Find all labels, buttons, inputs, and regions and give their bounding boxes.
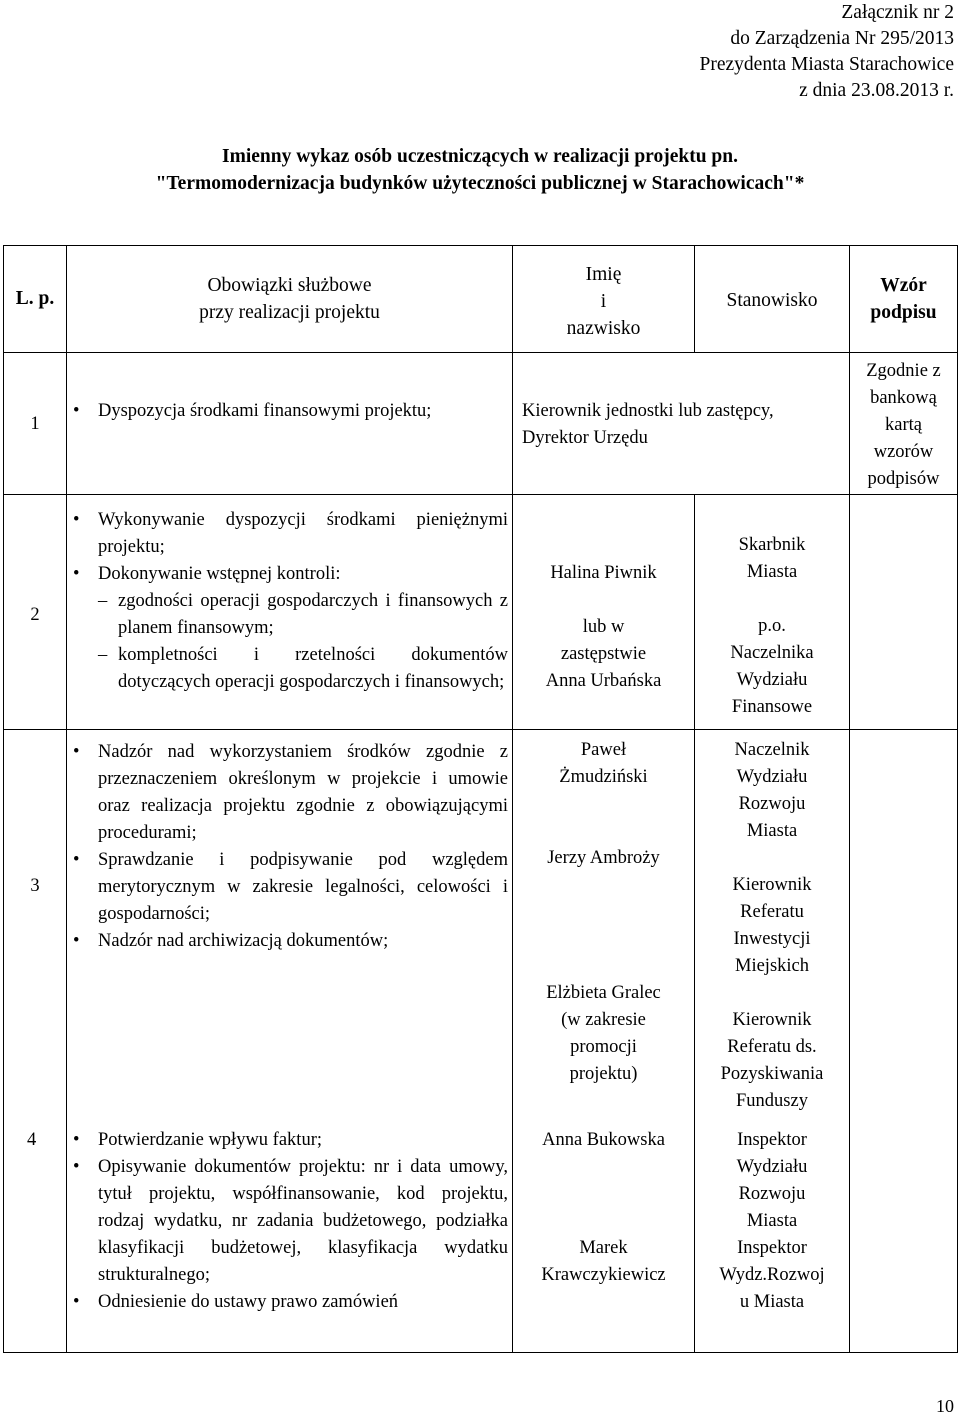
- list-item: • Nadzór nad wykorzystaniem środków zgodnie z przeznaczeniem określonym w projekcie i umowie oraz realizacja projektu zgodnie z obowiązującymi procedurami;: [68, 739, 508, 847]
- col-header-name: Imię i nazwisko: [566, 264, 641, 339]
- row-2-names: Halina Piwnik lub w zastępstwie Anna Urbańska: [545, 563, 662, 691]
- title-line: Imienny wykaz osób uczestniczących w realizacji projektu pn.: [222, 146, 738, 167]
- row-2-lp: 2: [30, 605, 40, 625]
- list-item: – zgodności operacji gospodarczych i finansowych z planem finansowym;: [68, 588, 508, 642]
- row-1-duties: [68, 398, 508, 425]
- list-item: • Opisywanie dokumentów projektu: nr i data umowy, tytuł projektu, współfinansowanie, kod projektu, rodzaj wydatku, nr zadania budżetowego, podziałka klasyfikacji budżetowej, klasyfikacja wydatku strukturalnego;: [68, 1154, 508, 1289]
- col-header-duties: Obowiązki służbowe przy realizacji projektu: [199, 275, 380, 323]
- row-4-lp: 4: [27, 1130, 37, 1150]
- col-header-lp: L. p.: [15, 288, 55, 309]
- list-item: • Dyspozycja środkami finansowymi projektu;: [68, 398, 508, 425]
- row-1-signature: Zgodnie z bankową kartą wzorów podpisów: [866, 361, 941, 489]
- row-1-name-position: Kierownik jednostki lub zastępcy, Dyrektor Urzędu: [522, 401, 774, 448]
- document-title: [0, 143, 960, 197]
- row-1-lp: 1: [30, 414, 40, 434]
- annex-header: [700, 0, 954, 104]
- title-line: "Termomodernizacja budynków użyteczności publicznej w Starachowicach"*: [155, 173, 805, 194]
- list-item: – kompletności i rzetelności dokumentów dotyczących operacji gospodarczych i finansowych;: [68, 642, 508, 696]
- row-4-duties: [68, 1127, 508, 1316]
- annex-line: Prezydenta Miasta Starachowice: [699, 54, 954, 75]
- list-item: • Wykonywanie dyspozycji środkami pieniężnymi projektu;: [68, 507, 508, 561]
- row-4-names: Anna Bukowska Marek Krawczykiewicz: [541, 1130, 666, 1285]
- row-3-names: Paweł Żmudziński Jerzy Ambroży Elżbieta Gralec (w zakresie promocji projektu): [546, 740, 661, 1084]
- row-2-duties: [68, 507, 508, 696]
- annex-line: Załącznik nr 2: [841, 2, 954, 23]
- list-item: • Dokonywanie wstępnej kontroli:: [68, 561, 508, 588]
- annex-line: z dnia 23.08.2013 r.: [799, 80, 954, 101]
- list-item: • Nadzór nad archiwizacją dokumentów;: [68, 928, 508, 955]
- row-4-positions: Inspektor Wydziału Rozwoju Miasta Inspektor Wydz.Rozwoj u Miasta: [719, 1130, 825, 1312]
- row-3-lp: 3: [30, 876, 40, 896]
- list-item: • Sprawdzanie i podpisywanie pod względem merytorycznym w zakresie legalności, celowości i gospodarności;: [68, 847, 508, 928]
- list-item: • Odniesienie do ustawy prawo zamówień: [68, 1289, 508, 1316]
- row-3-positions: Naczelnik Wydziału Rozwoju Miasta Kierownik Referatu Inwestycji Miejskich Kierownik Referatu ds. Pozyskiwania Funduszy: [720, 740, 824, 1111]
- row-2-positions: Skarbnik Miasta p.o. Naczelnika Wydziału Finansowe: [730, 535, 814, 717]
- annex-line: do Zarządzenia Nr 295/2013: [730, 28, 954, 49]
- page-number: 10: [936, 1396, 954, 1416]
- col-header-signature: Wzór podpisu: [870, 275, 937, 323]
- list-item: • Potwierdzanie wpływu faktur;: [68, 1127, 508, 1154]
- col-header-position: Stanowisko: [726, 290, 818, 311]
- row-3-duties: [68, 739, 508, 955]
